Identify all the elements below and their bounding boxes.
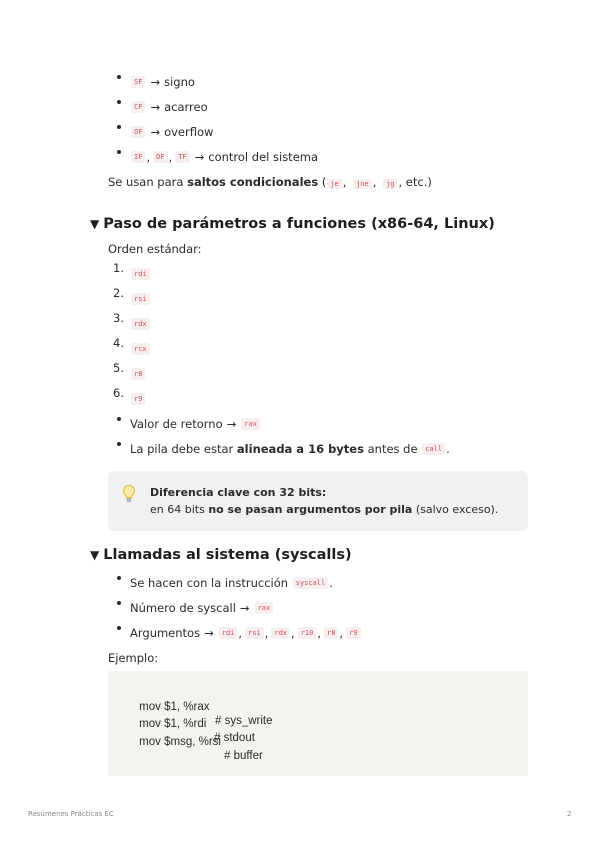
callout-title-text: Diferencia clave con 32 bits bbox=[150, 486, 322, 499]
code-block bbox=[108, 671, 528, 776]
list-item bbox=[130, 411, 450, 436]
inline-code: jg bbox=[383, 179, 397, 189]
code-instruction: mov $msg, %rsi bbox=[139, 736, 221, 748]
inline-code: OF bbox=[131, 126, 145, 138]
list-item-text: antes de bbox=[367, 441, 418, 456]
list-item bbox=[113, 361, 151, 386]
arrow-icon: → bbox=[226, 416, 237, 431]
code-instruction: mov $1, %rax bbox=[139, 701, 210, 713]
inline-code: rsi bbox=[131, 293, 150, 305]
list-item bbox=[113, 311, 151, 336]
inline-code: IF bbox=[131, 151, 145, 163]
text: (salvo exceso). bbox=[415, 503, 499, 516]
inline-code: TF bbox=[175, 151, 189, 163]
list-item bbox=[130, 69, 318, 94]
comma: , bbox=[342, 175, 347, 189]
list-item-text: overflow bbox=[164, 124, 214, 139]
list-item bbox=[113, 386, 151, 411]
code-comment: # sys_write bbox=[215, 715, 273, 727]
arrow-icon: → bbox=[239, 600, 250, 615]
flags-list bbox=[130, 69, 318, 169]
inline-code: SF bbox=[131, 76, 145, 88]
code-instruction: mov $1, %rdi bbox=[139, 718, 207, 730]
inline-code: rsi bbox=[245, 627, 264, 639]
list-item bbox=[130, 620, 362, 645]
syscalls-list bbox=[130, 570, 362, 645]
inline-code: r9 bbox=[346, 627, 360, 639]
text: , etc.) bbox=[398, 175, 432, 189]
lightbulb-icon bbox=[122, 484, 136, 504]
section-heading-syscalls[interactable] bbox=[90, 546, 352, 564]
code-comment: # buffer bbox=[224, 750, 263, 762]
inline-code: r8 bbox=[324, 627, 338, 639]
inline-code: rax bbox=[255, 602, 274, 614]
text: en 64 bits bbox=[150, 503, 205, 516]
inline-code: syscall bbox=[293, 577, 329, 589]
inline-code: rax bbox=[241, 418, 260, 430]
list-item-text: acarreo bbox=[164, 99, 208, 114]
list-item bbox=[130, 94, 318, 119]
arrow-icon: → bbox=[194, 149, 205, 164]
list-number: 6. bbox=[113, 386, 124, 400]
list-item bbox=[130, 144, 318, 169]
text: . bbox=[446, 441, 450, 456]
params-intro: Orden estándar: bbox=[108, 242, 202, 256]
inline-code: DF bbox=[153, 151, 167, 163]
text: . bbox=[329, 575, 333, 590]
arrow-icon: → bbox=[204, 625, 214, 640]
list-number: 4. bbox=[113, 336, 124, 350]
comma: , bbox=[372, 175, 377, 189]
inline-code: r9 bbox=[131, 393, 145, 405]
list-number: 3. bbox=[113, 311, 124, 325]
list-item-text: Número de syscall bbox=[130, 600, 236, 615]
arrow-icon: → bbox=[150, 124, 161, 139]
list-item bbox=[113, 286, 151, 311]
callout-box bbox=[108, 471, 528, 531]
comma: , bbox=[317, 625, 321, 640]
inline-code: r8 bbox=[131, 368, 145, 380]
comma: , bbox=[238, 625, 243, 640]
list-number: 1. bbox=[113, 261, 124, 275]
text: : bbox=[321, 486, 327, 499]
list-item bbox=[130, 119, 318, 144]
heading-text: Llamadas al sistema (syscalls) bbox=[103, 547, 352, 563]
params-notes-list bbox=[130, 411, 450, 461]
inline-code: r10 bbox=[298, 627, 317, 639]
list-item-text: control del sistema bbox=[208, 149, 319, 164]
text: Se usan para bbox=[108, 175, 184, 189]
heading-text: Paso de parámetros a funciones (x86-64, Linux) bbox=[103, 216, 495, 232]
callout-title bbox=[150, 486, 326, 500]
inline-code: CF bbox=[131, 101, 145, 113]
footer-title: Resúmenes Prácticas EC bbox=[28, 810, 114, 818]
comma: , bbox=[146, 149, 151, 164]
toggle-triangle-icon[interactable]: ▼ bbox=[90, 217, 100, 231]
inline-code: rcx bbox=[131, 343, 150, 355]
comma: , bbox=[264, 625, 269, 640]
page-number: 2 bbox=[567, 810, 572, 818]
bold-text: saltos condicionales bbox=[187, 175, 319, 189]
list-item-text: Se hacen con la instrucción bbox=[130, 575, 289, 590]
code-comment: # stdout bbox=[214, 732, 255, 744]
section-heading-params[interactable] bbox=[90, 215, 495, 233]
inline-code: rdx bbox=[271, 627, 290, 639]
registers-list bbox=[113, 261, 151, 411]
callout-body bbox=[150, 503, 498, 517]
list-item bbox=[130, 436, 450, 461]
list-item bbox=[130, 595, 362, 620]
list-item bbox=[113, 336, 151, 361]
bold-text: no se pasan argumentos por pila bbox=[208, 503, 413, 516]
example-label: Ejemplo: bbox=[108, 651, 159, 665]
comma: , bbox=[291, 625, 295, 640]
comma: , bbox=[339, 625, 344, 640]
arrow-icon: → bbox=[150, 74, 161, 89]
comma: , bbox=[168, 149, 173, 164]
jumps-paragraph bbox=[108, 175, 432, 189]
list-number: 5. bbox=[113, 361, 124, 375]
inline-code: rdi bbox=[219, 627, 238, 639]
arrow-icon: → bbox=[150, 99, 161, 114]
list-item bbox=[113, 261, 151, 286]
list-number: 2. bbox=[113, 286, 124, 300]
list-item-text: signo bbox=[164, 74, 195, 89]
inline-code: rdx bbox=[131, 318, 150, 330]
text: ( bbox=[321, 175, 327, 189]
list-item-text: Argumentos bbox=[130, 625, 201, 640]
list-item-text: La pila debe estar bbox=[130, 441, 234, 456]
inline-code: call bbox=[422, 443, 445, 455]
list-item bbox=[130, 570, 362, 595]
inline-code: rdi bbox=[131, 268, 150, 280]
list-item-text: Valor de retorno bbox=[130, 416, 223, 431]
inline-code: jne bbox=[353, 179, 372, 189]
bold-text: alineada a 16 bytes bbox=[236, 441, 364, 456]
inline-code: je bbox=[327, 179, 341, 189]
toggle-triangle-icon[interactable]: ▼ bbox=[90, 548, 100, 562]
